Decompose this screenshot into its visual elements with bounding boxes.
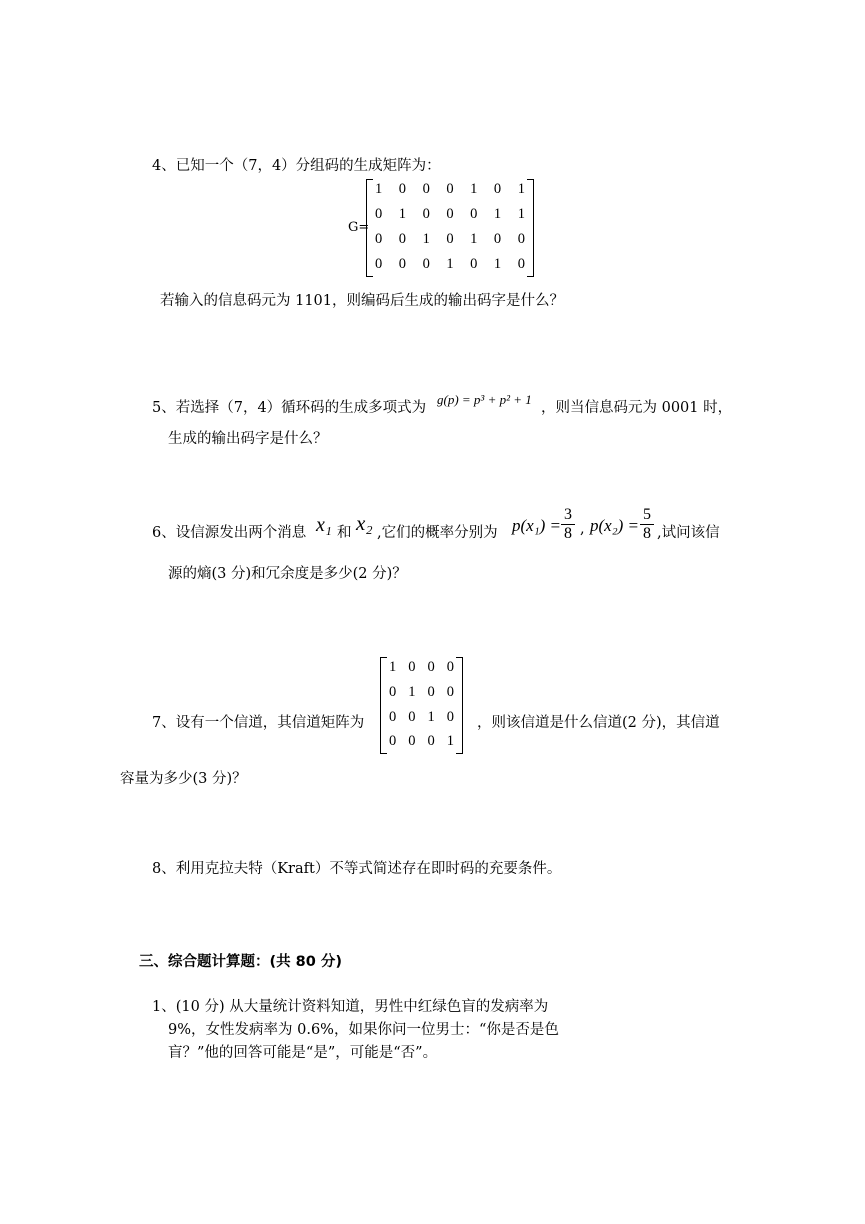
matrix-cell: 0	[493, 231, 502, 247]
s3-q1-line1: 1、(10 分) 从大量统计资料知道，男性中红绿色盲的发病率为	[152, 999, 549, 1015]
fraction-denominator: 8	[643, 525, 651, 542]
matrix-cell: 0	[446, 206, 454, 222]
matrix-row	[381, 709, 462, 726]
matrix-cell: 0	[389, 733, 397, 749]
matrix-cell: 0	[408, 709, 416, 725]
matrix-cell: 1	[375, 181, 383, 197]
matrix-row	[367, 256, 533, 273]
q7-channel-matrix	[380, 657, 463, 754]
matrix-cell: 0	[446, 684, 454, 700]
matrix-cell: 0	[408, 733, 416, 749]
matrix-cell: 0	[517, 256, 525, 272]
matrix-cell: 0	[446, 659, 454, 675]
matrix-cell: 1	[470, 181, 478, 197]
matrix-cell: 0	[427, 659, 435, 675]
q4-text: 4、已知一个（7，4）分组码的生成矩阵为：	[152, 158, 441, 174]
q6-p2: p(x₂) =	[590, 516, 639, 535]
matrix-cell: 0	[446, 709, 454, 725]
matrix-cell: 1	[517, 206, 525, 222]
q6-fraction-2	[640, 506, 654, 543]
matrix-row	[367, 181, 533, 198]
q8-text: 8、利用克拉夫特（Kraft）不等式简述存在即时码的充要条件。	[152, 861, 562, 877]
matrix-cell: 0	[408, 659, 416, 675]
matrix-cell: 0	[398, 231, 407, 247]
matrix-cell: 0	[422, 181, 430, 197]
matrix-cell: 0	[493, 181, 502, 197]
q5-line2: 生成的输出码字是什么？	[168, 431, 328, 447]
s3-q1-line3: 盲？”他的回答可能是“是”，可能是“否”。	[168, 1045, 438, 1061]
q6-sep: ,	[580, 521, 585, 537]
matrix-cell: 1	[422, 231, 430, 247]
q6-p1: p(x₁) =	[512, 516, 561, 535]
matrix-cell: 0	[427, 733, 435, 749]
matrix-cell: 1	[389, 659, 397, 675]
matrix-cell: 1	[427, 709, 435, 725]
matrix-cell: 1	[446, 256, 454, 272]
matrix-cell: 0	[375, 256, 383, 272]
q4-g-label: G=	[348, 220, 370, 235]
q5-text-b: ，则当信息码元为 0001 时，	[541, 400, 733, 416]
q6-fraction-1	[561, 506, 575, 543]
matrix-cell: 0	[375, 206, 383, 222]
matrix-cell: 0	[375, 231, 383, 247]
matrix-cell: 1	[398, 206, 407, 222]
matrix-cell: 0	[398, 256, 407, 272]
matrix-cell: 1	[493, 256, 502, 272]
q6-text-c: ,试问该信	[657, 525, 720, 541]
fraction-denominator: 8	[564, 525, 572, 542]
matrix-row	[367, 206, 533, 223]
q6-text-a: 6、设信源发出两个消息	[152, 525, 307, 541]
fraction-numerator: 5	[643, 506, 651, 523]
matrix-cell: 0	[517, 231, 525, 247]
matrix-cell: 0	[470, 256, 478, 272]
matrix-cell: 1	[517, 181, 525, 197]
section-3-heading: 三、综合题计算题：(共 80 分)	[139, 954, 343, 970]
matrix-row	[381, 659, 462, 676]
matrix-cell: 0	[427, 684, 435, 700]
q6-x2: x₂	[356, 511, 373, 535]
matrix-cell: 0	[389, 684, 397, 700]
matrix-cell: 1	[493, 206, 502, 222]
s3-q1-line2: 9%，女性发病率为 0.6%，如果你问一位男士：“你是否是色	[168, 1022, 559, 1038]
q7-text-b: ，则该信道是什么信道(2 分)，其信道	[477, 715, 720, 731]
q7-text-a: 7、设有一个信道，其信道矩阵为	[152, 715, 365, 731]
matrix-row	[381, 733, 462, 750]
q6-x1: x₁	[316, 514, 332, 536]
q6-text-b: ,它们的概率分别为	[377, 525, 498, 541]
matrix-cell: 1	[470, 231, 478, 247]
matrix-cell: 0	[446, 181, 454, 197]
q4-follow-up: 若输入的信息码元为 1101，则编码后生成的输出码字是什么？	[160, 293, 565, 309]
matrix-cell: 0	[446, 231, 454, 247]
matrix-cell: 0	[398, 181, 407, 197]
matrix-cell: 0	[389, 709, 397, 725]
q6-line2: 源的熵(3 分)和冗余度是多少(2 分)？	[168, 566, 407, 582]
matrix-cell: 1	[446, 733, 454, 749]
q7-line2: 容量为多少(3 分)？	[120, 771, 247, 787]
q5-polynomial: g(p) = p³ + p² + 1	[437, 392, 532, 407]
matrix-cell: 1	[408, 684, 416, 700]
q4-generator-matrix	[366, 179, 534, 277]
matrix-row	[367, 231, 533, 248]
matrix-cell: 0	[422, 256, 430, 272]
matrix-cell: 0	[470, 206, 478, 222]
fraction-numerator: 3	[564, 506, 572, 523]
q5-text-a: 5、若选择（7，4）循环码的生成多项式为	[152, 400, 427, 416]
matrix-cell: 0	[422, 206, 430, 222]
matrix-row	[381, 684, 462, 701]
q6-he: 和	[337, 525, 352, 541]
